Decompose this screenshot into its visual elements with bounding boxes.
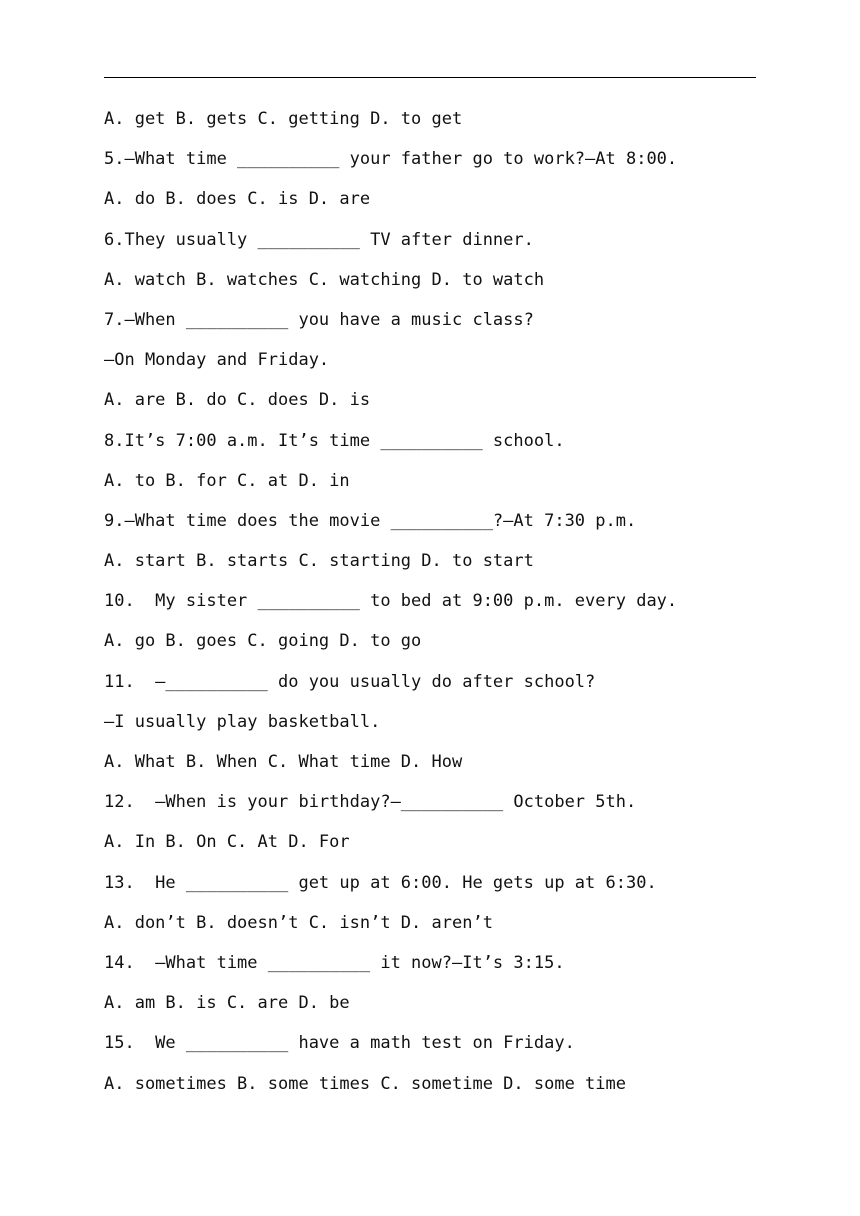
option-line: A. watch B. watches C. watching D. to watch	[104, 269, 545, 290]
question-line: 10. My sister __________ to bed at 9:00 p.m. every day.	[104, 591, 678, 612]
header-rule	[104, 77, 756, 78]
option-line: A. go B. goes C. going D. to go	[104, 631, 422, 652]
option-line: A. What B. When C. What time D. How	[104, 752, 463, 772]
option-line: A. to B. for C. at D. in	[104, 470, 350, 491]
question-line: 15. We __________ have a math test on Friday.	[104, 1033, 575, 1054]
question-line: 14. —What time __________ it now?—It’s 3:15.	[104, 952, 565, 973]
question-line: 6.They usually __________ TV after dinner.	[104, 229, 534, 250]
question-line: 9.—What time does the movie __________?—At 7:30 p.m.	[104, 510, 637, 531]
question-line: 11. —__________ do you usually do after school?	[104, 671, 596, 692]
question-line: 7.—When __________ you have a music class?	[104, 309, 534, 330]
option-line: A. get B. gets C. getting D. to get	[104, 109, 463, 129]
option-line: A. start B. starts C. starting D. to start	[104, 551, 534, 572]
option-line: A. do B. does C. is D. are	[104, 189, 371, 210]
answer-line: —I usually play basketball.	[104, 711, 381, 732]
question-line: 5.—What time __________ your father go to work?—At 8:00.	[104, 149, 678, 170]
exercise-list	[104, 102, 764, 1107]
question-line: 8.It’s 7:00 a.m. It’s time __________ school.	[104, 430, 565, 451]
option-line: A. don’t B. doesn’t C. isn’t D. aren’t	[104, 912, 493, 933]
option-line: A. sometimes B. some times C. sometime D. some time	[104, 1073, 626, 1094]
question-line: 13. He __________ get up at 6:00. He gets up at 6:30.	[104, 872, 657, 893]
option-line: A. are B. do C. does D. is	[104, 390, 371, 411]
option-line: A. In B. On C. At D. For	[104, 832, 350, 853]
option-line: A. am B. is C. are D. be	[104, 993, 350, 1014]
question-line: 12. —When is your birthday?—__________ October 5th.	[104, 792, 637, 813]
answer-line: —On Monday and Friday.	[104, 350, 330, 371]
